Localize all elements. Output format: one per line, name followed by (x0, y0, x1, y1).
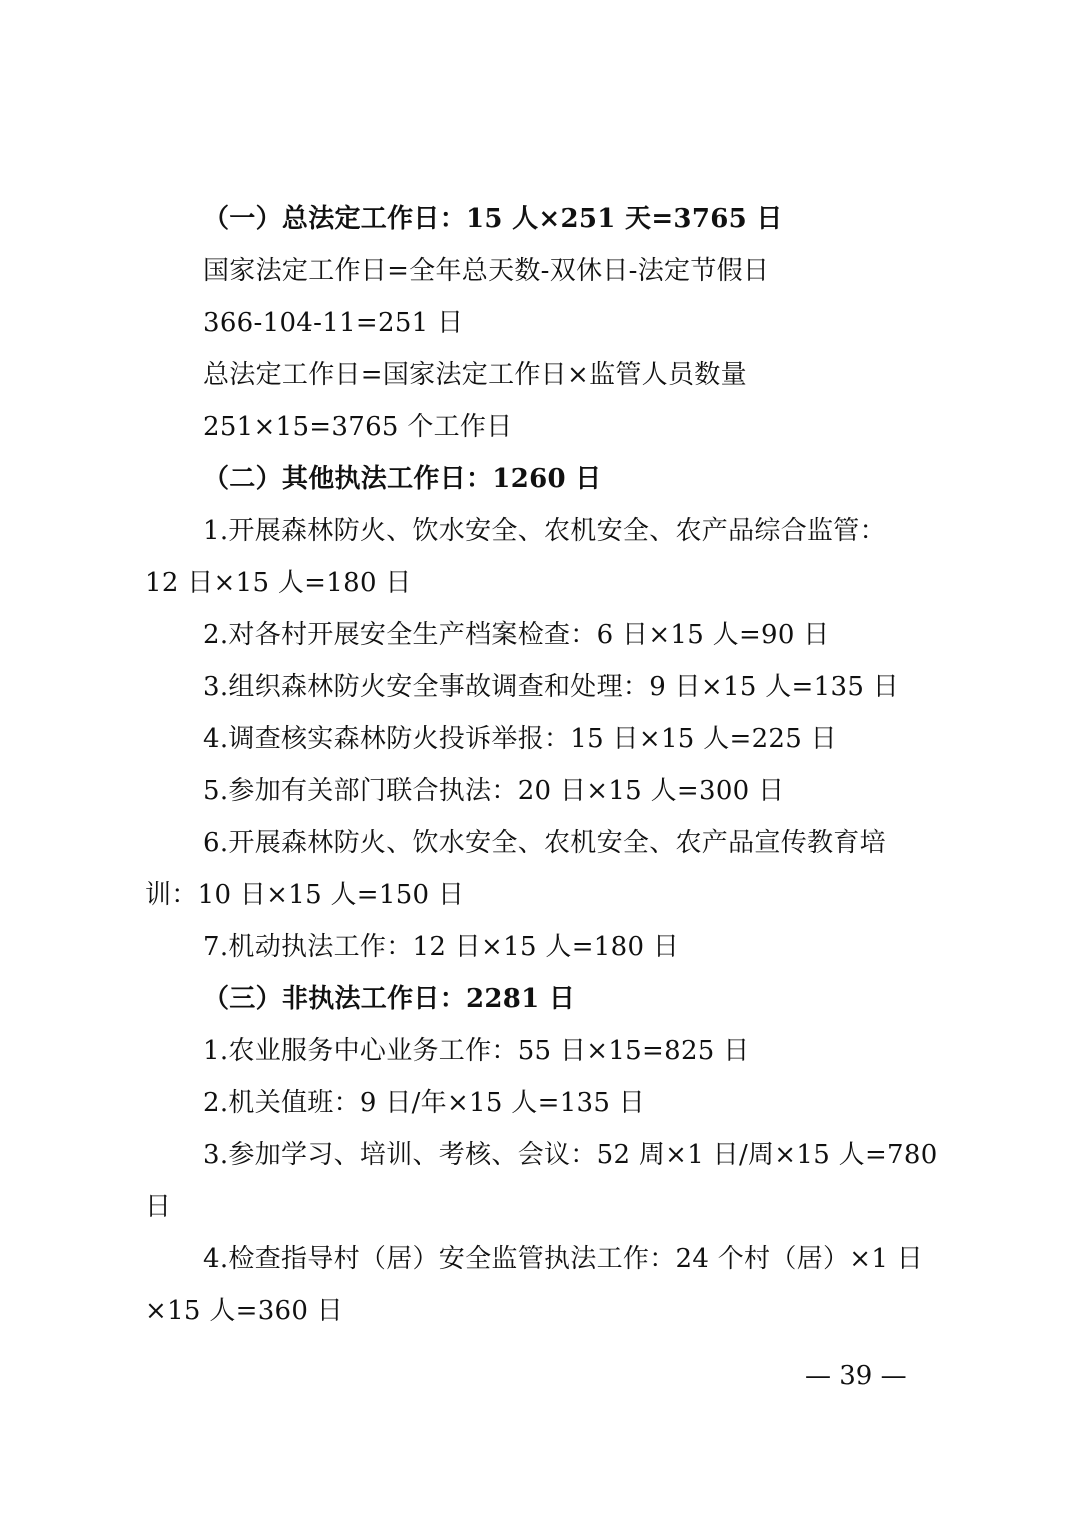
section-heading-3: （三）非执法工作日：2281 日 (203, 984, 576, 1014)
list-item-line: 3.参加学习、培训、考核、会议：52 周×1 日/周×15 人=780 (203, 1140, 938, 1170)
list-item-line: 4.调查核实森林防火投诉举报：15 日×15 人=225 日 (203, 724, 837, 754)
list-item-line: 1.开展森林防火、饮水安全、农机安全、农产品综合监管： (203, 516, 886, 546)
list-item-line: 6.开展森林防火、饮水安全、农机安全、农产品宣传教育培 (203, 828, 886, 858)
list-item-line: 2.对各村开展安全生产档案检查：6 日×15 人=90 日 (203, 620, 830, 650)
list-item-line: 3.组织森林防火安全事故调查和处理：9 日×15 人=135 日 (203, 672, 900, 702)
list-item-line: 4.检查指导村（居）安全监管执法工作：24 个村（居）×1 日 (203, 1244, 924, 1274)
list-item-line: 7.机动执法工作：12 日×15 人=180 日 (203, 932, 680, 962)
list-item-continuation: 12 日×15 人=180 日 (145, 568, 412, 598)
list-item-continuation: 训：10 日×15 人=150 日 (145, 880, 465, 910)
list-item-line: 5.参加有关部门联合执法：20 日×15 人=300 日 (203, 776, 785, 806)
section-heading-2: （二）其他执法工作日：1260 日 (203, 464, 602, 494)
list-item-line: 2.机关值班：9 日/年×15 人=135 日 (203, 1088, 646, 1118)
section-heading-1: （一）总法定工作日：15 人×251 天=3765 日 (203, 204, 783, 234)
paragraph-line: 251×15=3765 个工作日 (203, 412, 513, 442)
page-number: — 39 — (805, 1361, 907, 1391)
paragraph-line: 366-104-11=251 日 (203, 308, 464, 338)
list-item-continuation: ×15 人=360 日 (145, 1296, 344, 1326)
paragraph-line: 总法定工作日=国家法定工作日×监管人员数量 (203, 360, 747, 390)
list-item-continuation: 日 (145, 1192, 172, 1222)
list-item-line: 1.农业服务中心业务工作：55 日×15=825 日 (203, 1036, 750, 1066)
document-body (145, 193, 945, 1337)
paragraph-line: 国家法定工作日=全年总天数-双休日-法定节假日 (203, 256, 770, 286)
